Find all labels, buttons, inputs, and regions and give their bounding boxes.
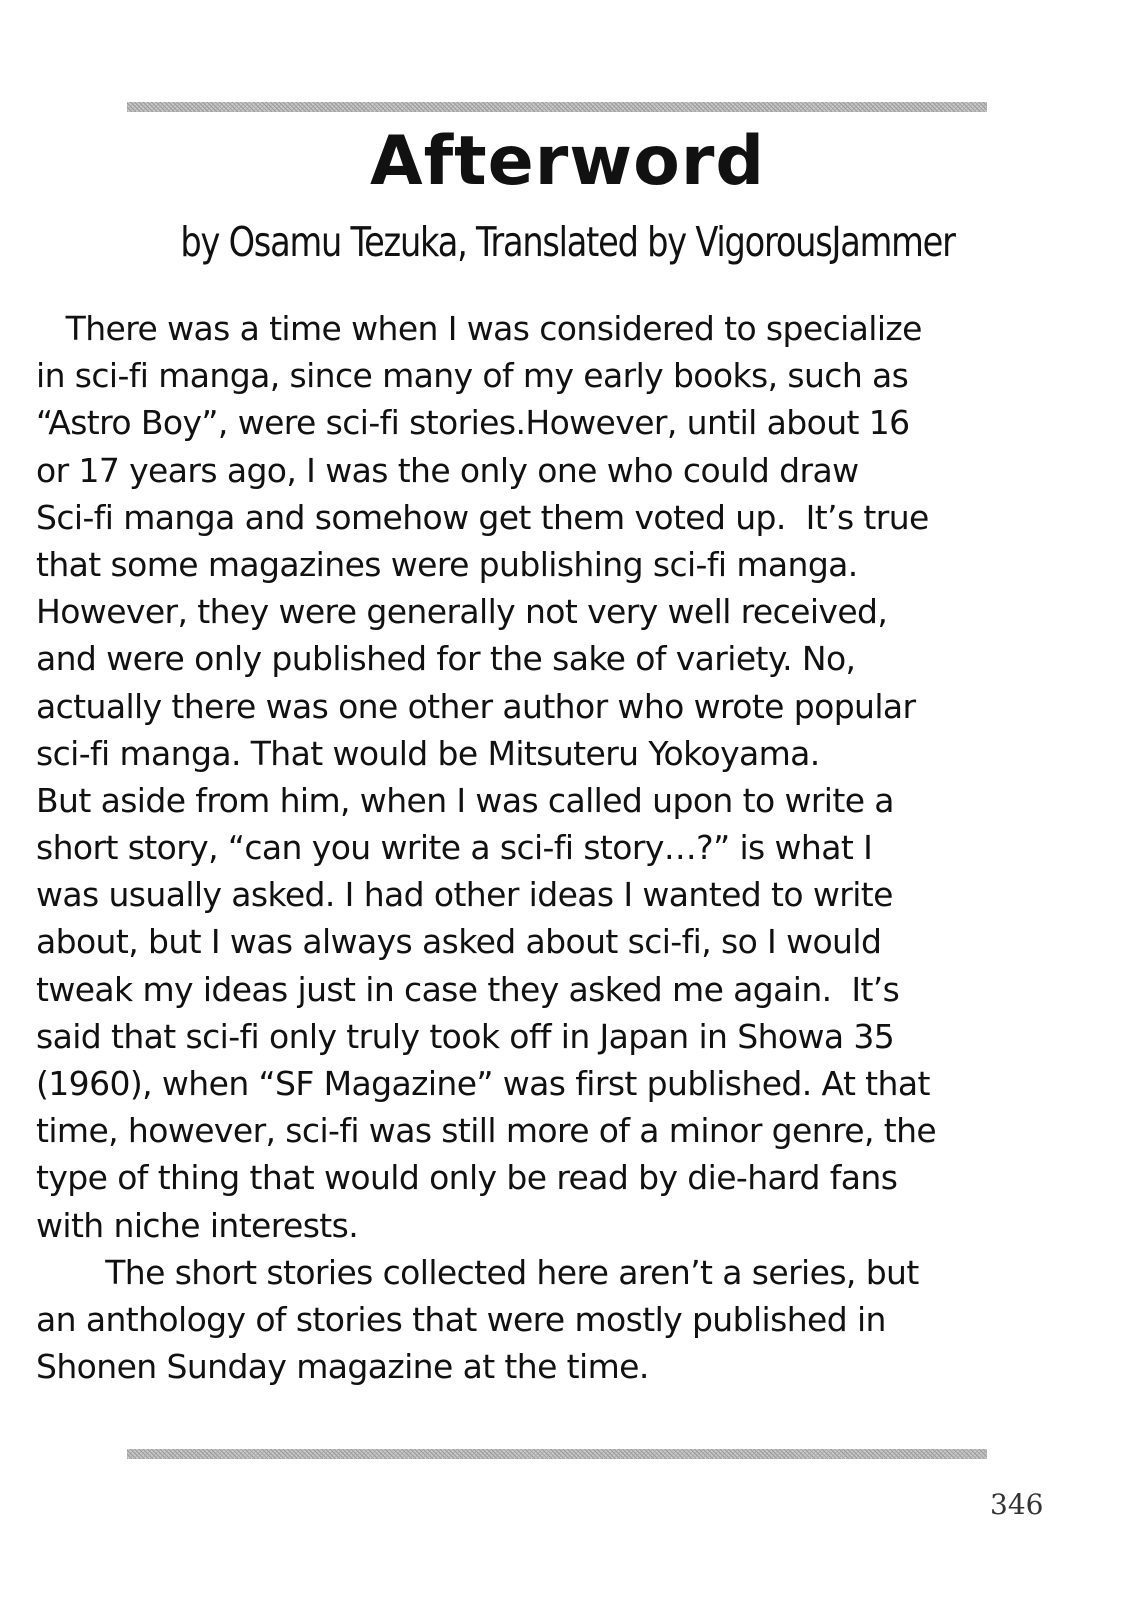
text-line: with niche interests.	[36, 1205, 359, 1245]
page-number: 346	[990, 1488, 1044, 1521]
text-line: about, but I was always asked about sci-fi, so I would	[36, 922, 882, 962]
text-line: was usually asked. I had other ideas I wanted to write	[36, 875, 893, 915]
top-divider	[127, 102, 987, 112]
bottom-divider	[127, 1449, 987, 1459]
text-line: time, however, sci-fi was still more of a minor genre, the	[36, 1111, 937, 1151]
text-line: “Astro Boy”, were sci-fi stories.However, until about 16	[36, 403, 910, 443]
text-line: However, they were generally not very well received,	[36, 592, 888, 632]
text-line: that some magazines were publishing sci-fi manga.	[36, 544, 858, 584]
text-line: and were only published for the sake of variety. No,	[36, 639, 856, 679]
text-line: actually there was one other author who wrote popular	[36, 686, 916, 726]
text-line: The short stories collected here aren’t a series, but	[36, 1252, 919, 1292]
text-line: an anthology of stories that were mostly published in	[36, 1299, 886, 1339]
text-line: or 17 years ago, I was the only one who could draw	[36, 450, 859, 490]
body-text	[36, 305, 1096, 1390]
text-line: But aside from him, when I was called upon to write a	[36, 780, 894, 820]
text-line: short story, “can you write a sci-fi story…?” is what I	[36, 828, 873, 868]
text-line: said that sci-fi only truly took off in Japan in Showa 35	[36, 1016, 895, 1056]
text-line: Shonen Sunday magazine at the time.	[36, 1347, 649, 1387]
text-line: in sci-fi manga, since many of my early books, such as	[36, 356, 909, 396]
text-line: tweak my ideas just in case they asked me again. It’s	[36, 969, 900, 1009]
page-title: Afterword	[369, 122, 766, 201]
text-line: There was a time when I was considered to specialize	[36, 309, 922, 348]
byline: by Osamu Tezuka, Translated by VigorousJammer	[180, 218, 955, 266]
text-line: (1960), when “SF Magazine” was first published. At that	[36, 1064, 930, 1103]
text-line: Sci-fi manga and somehow get them voted up. It’s true	[36, 497, 929, 537]
text-line: type of thing that would only be read by die-hard fans	[36, 1158, 898, 1198]
text-line: sci-fi manga. That would be Mitsuteru Yokoyama.	[36, 733, 820, 773]
